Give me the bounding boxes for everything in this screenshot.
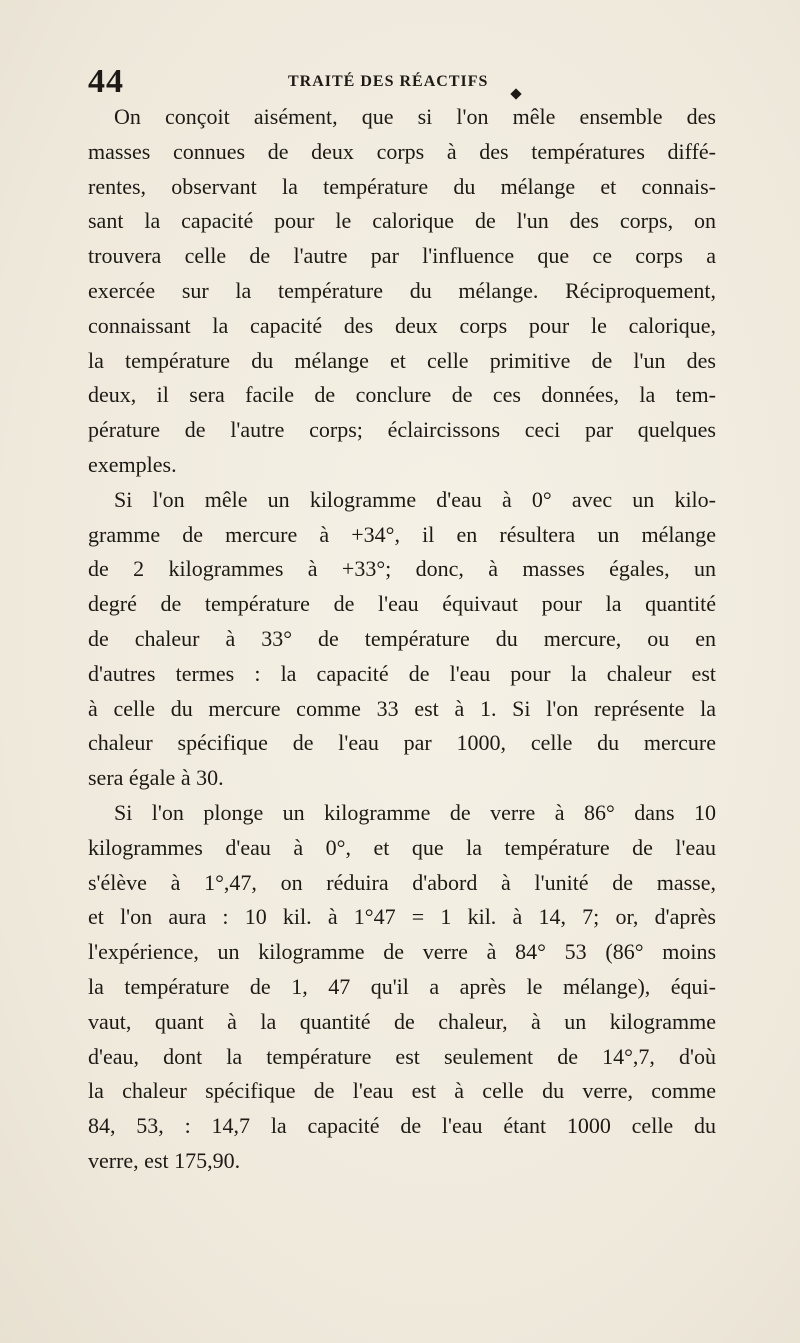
text-line: vaut, quant à la quantité de chaleur, à un kilogramme bbox=[88, 1008, 716, 1034]
ornament-icon bbox=[510, 88, 521, 99]
text-line: la chaleur spécifique de l'eau est à celle du verre, comme bbox=[88, 1078, 716, 1104]
text-line: kilogrammes d'eau à 0°, et que la température de l'eau bbox=[88, 834, 716, 860]
text-line: On conçoit aisément, que si l'on mêle ensemble des bbox=[114, 104, 716, 129]
text-line: et l'on aura : 10 kil. à 1°47 = 1 kil. à 14, 7; or, d'après bbox=[88, 904, 716, 930]
text-line: s'élève à 1°,47, on réduira d'abord à l'unité de masse, bbox=[88, 869, 716, 895]
body-text bbox=[88, 100, 716, 1179]
text-line: la température de 1, 47 qu'il a après le mélange), équi- bbox=[88, 973, 716, 999]
text-line: d'eau, dont la température est seulement de 14°,7, d'où bbox=[88, 1043, 716, 1069]
text-line: sant la capacité pour le calorique de l'un des corps, on bbox=[88, 208, 716, 234]
text-line: l'expérience, un kilogramme de verre à 84° 53 (86° moins bbox=[88, 939, 716, 965]
text-line: degré de température de l'eau équivaut pour la quantité bbox=[88, 591, 716, 617]
text-line: exemples. bbox=[88, 451, 177, 477]
text-line: d'autres termes : la capacité de l'eau pour la chaleur est bbox=[88, 660, 716, 686]
text-line: à celle du mercure comme 33 est à 1. Si l'on représente la bbox=[88, 695, 716, 721]
text-line: verre, est 175,90. bbox=[88, 1147, 241, 1173]
text-line: la température du mélange et celle primitive de l'un des bbox=[88, 347, 716, 373]
text-line: masses connues de deux corps à des températures diffé- bbox=[88, 138, 716, 164]
text-line: de 2 kilogrammes à +33°; donc, à masses égales, un bbox=[88, 556, 716, 582]
text-line: rentes, observant la température du mélange et connais- bbox=[88, 173, 716, 199]
text-line: exercée sur la température du mélange. Réciproquement, bbox=[88, 277, 716, 303]
text-line: deux, il sera facile de conclure de ces données, la tem- bbox=[88, 382, 716, 408]
text-line: chaleur spécifique de l'eau par 1000, celle du mercure bbox=[88, 730, 716, 756]
text-line: de chaleur à 33° de température du mercure, ou en bbox=[88, 625, 716, 651]
page-header bbox=[88, 64, 716, 104]
text-line: Si l'on mêle un kilogramme d'eau à 0° avec un kilo- bbox=[114, 486, 716, 512]
page-number: 44 bbox=[88, 63, 124, 100]
text-line: gramme de mercure à +34°, il en résultera un mélange bbox=[88, 521, 716, 547]
text-line: trouvera celle de l'autre par l'influence que ce corps a bbox=[88, 243, 716, 269]
text-line: 84, 53, : 14,7 la capacité de l'eau étant 1000 celle du bbox=[88, 1113, 716, 1139]
running-title: TRAITÉ DES RÉACTIFS bbox=[288, 73, 489, 90]
text-line: connaissant la capacité des deux corps pour le calorique, bbox=[88, 312, 716, 338]
text-line: Si l'on plonge un kilogramme de verre à 86° dans 10 bbox=[114, 799, 716, 825]
text-line: sera égale à 30. bbox=[88, 765, 224, 791]
text-line: pérature de l'autre corps; éclaircissons ceci par quelques bbox=[88, 417, 716, 443]
